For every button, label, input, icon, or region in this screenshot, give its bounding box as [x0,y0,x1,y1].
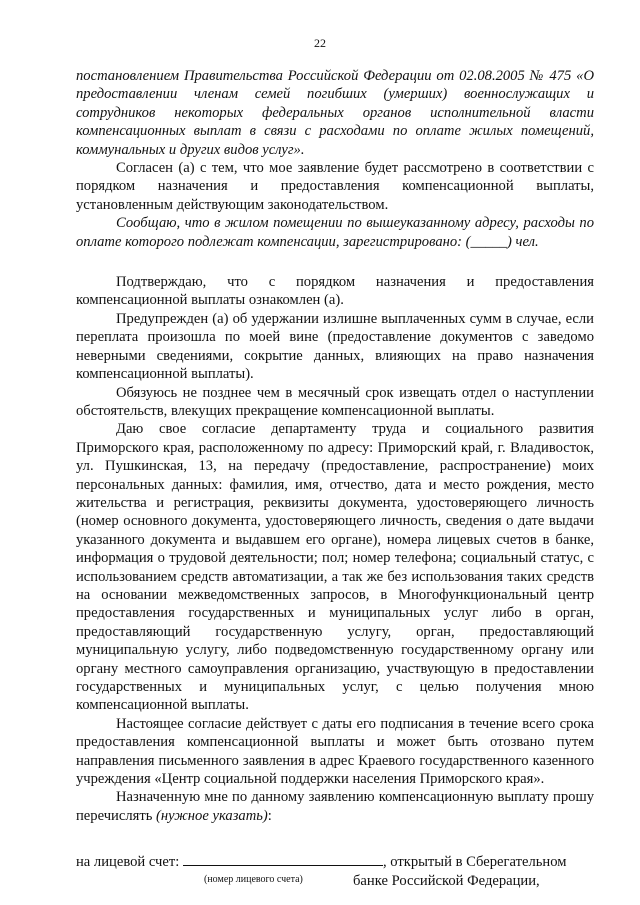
registered-persons-text: Сообщаю, что в жилом помещении по вышеуказанному адресу, расходы по оплате которого подлежат компенсации, зарегистрировано: ( [76,215,594,250]
paragraph-payment-request [76,788,594,825]
account-bank-text: , открытый в Сберегательном [382,854,567,871]
payment-request-text: Назначенную мне по данному заявлению компенсационную выплату прошу перечислять [76,789,594,824]
registered-persons-suffix: ) чел. [507,233,539,250]
spacer [76,251,594,273]
account-label: на лицевой счет: [76,854,180,871]
account-number-field[interactable] [183,851,383,866]
paragraph-registered-persons [76,214,594,251]
page-number: 22 [314,36,326,50]
paragraph-legal-reference: постановлением Правительства Российской Федерации от 02.08.2005 № 475 «О предоставлении членам семей погибших (умерших) военнослужащих и сотрудников некоторых федеральных органов исполнительной власти компенсационных выплат в связи с расходами по оплате жилых помещений, коммунальных и других видов услуг». [76,68,594,158]
document-body [76,67,594,892]
paragraph-personal-data-consent: Даю свое согласие департаменту труда и социального развития Приморского края, расположенному по адресу: Приморский край, г. Владивосток, ул. Пушкинская, 13, на передачу (предоставление, распространение) моих персональных данных: фамилия, имя, отчество, дата и место рождения, место жительства и регистрация, реквизиты документа, удостоверяющего личность (номер основного документа, удостоверяющего личность, сведения о дате выдачи указанного документа и выдавшем его органе), номера лицевых счетов в банке, информация о трудовой деятельности; пол; номер телефона; социальный статус, с использованием средств автоматизации, а так же без использования таких средств на основании межведомственных запросов, в Многофункциональный центр предоставления государственных и муниципальных услуг либо в орган, предоставляющий государственную услугу, орган, предоставляющий муниципальную услугу, либо подведомственную государственному органу или органу местного самоуправления организацию, участвующую в предоставлении государственных и муниципальных услуг, с целью получения мною компенсационной выплаты. [76,421,594,714]
paragraph-acknowledgement: Подтверждаю, что с порядком назначения и предоставления компенсационной выплаты ознакомлен (а). [76,274,594,309]
payment-request-colon: : [267,807,272,824]
account-row [76,851,594,871]
payment-request-hint: (нужное указать) [156,807,268,824]
registered-persons-count-field[interactable]: _____ [470,233,508,250]
paragraph-overpayment-warning: Предупрежден (а) об удержании излишне выплаченных сумм в случае, если переплата произошла по моей вине (предоставление документов с заведомо неверными сведениями, сокрытие данных, влияющих на право назначения компенсационной выплаты). [76,310,594,383]
account-caption-row [76,872,594,892]
paragraph-consent-review: Согласен (а) с тем, что мое заявление будет рассмотрено в соответствии с порядком назначения и предоставления компенсационной выплаты, установленным действующим законодательством. [76,160,594,213]
account-number-caption: (номер лицевого счета) [204,873,303,885]
paragraph-notification-obligation: Обязуюсь не позднее чем в месячный срок извещать отдел о наступлении обстоятельств, влекущих прекращение компенсационной выплаты. [76,384,594,419]
bank-name-text: банке Российской Федерации, [353,872,540,889]
paragraph-consent-validity: Настоящее согласие действует с даты его подписания в течение всего срока предоставления компенсационной выплаты и может быть отозвано путем направления письменного заявления в адрес Краевого государственного казенного учреждения «Центр социальной поддержки населения Приморского края». [76,715,594,788]
